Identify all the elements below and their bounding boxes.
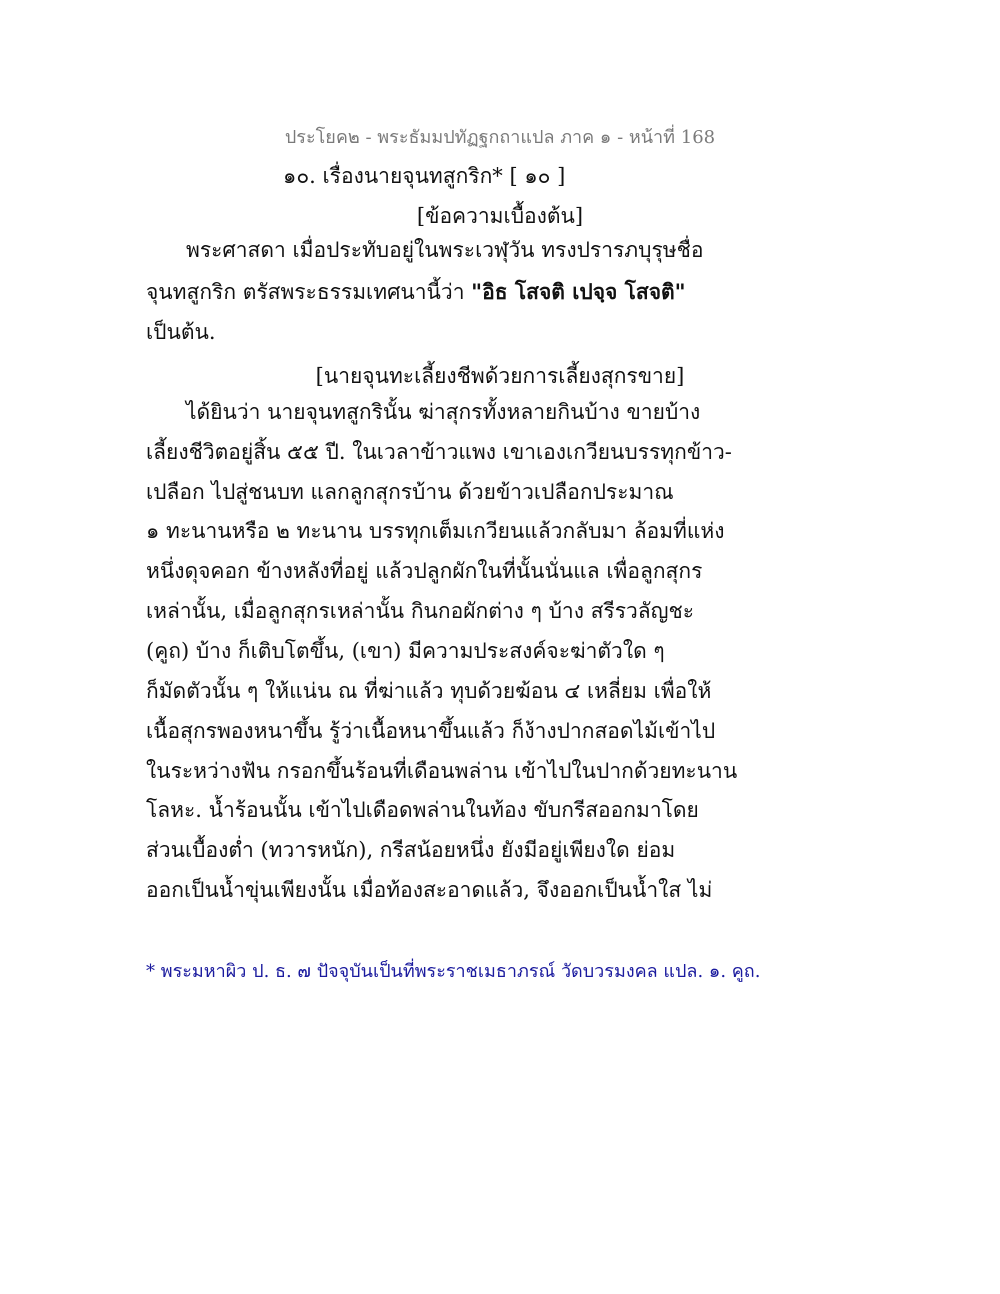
story-line: เนื้อสุกรพองหนาขึ้น รู้ว่าเนื้อหนาขึ้นแล้ว ก็ง้างปากสอดไม้เข้าไป [146,719,716,743]
footnote: * พระมหาผิว ป. ธ. ๗ ปัจจุบันเป็นที่พระราชเมธาภรณ์ วัดบวรมงคล แปล. ๑. คูถ. [146,961,761,982]
paragraph-text: จุนทสูกริก ตรัสพระธรรมเทศนานี้ว่า [146,280,472,304]
chapter-title: ๑๐. เรื่องนายจุนทสูกริก* [ ๑๐ ] [283,164,566,188]
story-line: โลหะ. น้ำร้อนนั้น เข้าไปเดือดพล่านในท้อง ขับกรีสออกมาโดย [146,798,699,822]
story-line: (คูถ) บ้าง ก็เติบโตขึ้น, (เขา) มีความประสงค์จะฆ่าตัวใด ๆ [146,639,665,663]
pali-quote: "อิธ โสจติ เปจฺจ โสจติ" [471,279,686,304]
story-line: ก็มัดตัวนั้น ๆ ให้แน่น ณ ที่ฆ่าแล้ว ทุบด้วยฆ้อน ๔ เหลี่ยม เพื่อให้ [146,679,712,703]
running-head [0,122,1000,151]
story-line: หนึ่งดุจคอก ข้างหลังที่อยู่ แล้วปลูกผักในที่นั้นนั่นแล เพื่อลูกสุกร [146,559,703,583]
story-line: ส่วนเบื้องต่ำ (ทวารหนัก), กรีสน้อยหนึ่ง ยังมีอยู่เพียงใด ย่อม [146,838,676,862]
story-line: เปลือก ไปสู่ชนบท แลกลูกสุกรบ้าน ด้วยข้าวเปลือกประมาณ [146,480,674,504]
story-line: เลี้ยงชีวิตอยู่สิ้น ๕๕ ปี. ในเวลาข้าวแพง เขาเองเกวียนบรรทุกข้าว- [146,440,732,464]
story-line: ออกเป็นน้ำขุ่นเพียงนั้น เมื่อท้องสะอาดแล้ว, จึงออกเป็นน้ำใส ไม่ [146,878,713,902]
paragraph-line-with-pali [146,278,686,306]
running-head-text: ประโยค๒ - พระธัมมปทัฏฐกถาแปล ภาค ๑ - หน้าที่ 168 [284,127,716,148]
section-heading-story: [นายจุนทะเลี้ยงชีพด้วยการเลี้ยงสุกรขาย] [315,364,685,388]
story-line: ๑ ทะนานหรือ ๒ ทะนาน บรรทุกเต็มเกวียนแล้วกลับมา ล้อมที่แห่ง [146,519,725,543]
story-line: เหล่านั้น, เมื่อลูกสุกรเหล่านั้น กินกอผักต่าง ๆ บ้าง สรีรวลัญชะ [146,599,695,623]
section-heading-intro: [ข้อความเบื้องต้น] [416,204,584,228]
paragraph-line: พระศาสดา เมื่อประทับอยู่ในพระเวฬุวัน ทรงปรารภบุรุษชื่อ [186,238,704,262]
story-line: ได้ยินว่า นายจุนทสูกรินั้น ฆ่าสุกรทั้งหลายกินบ้าง ขายบ้าง [186,400,701,424]
story-line: ในระหว่างฟัน กรอกขึ้นร้อนที่เดือนพล่าน เข้าไปในปากด้วยทะนาน [146,759,738,783]
paragraph-line: เป็นต้น. [146,320,216,344]
